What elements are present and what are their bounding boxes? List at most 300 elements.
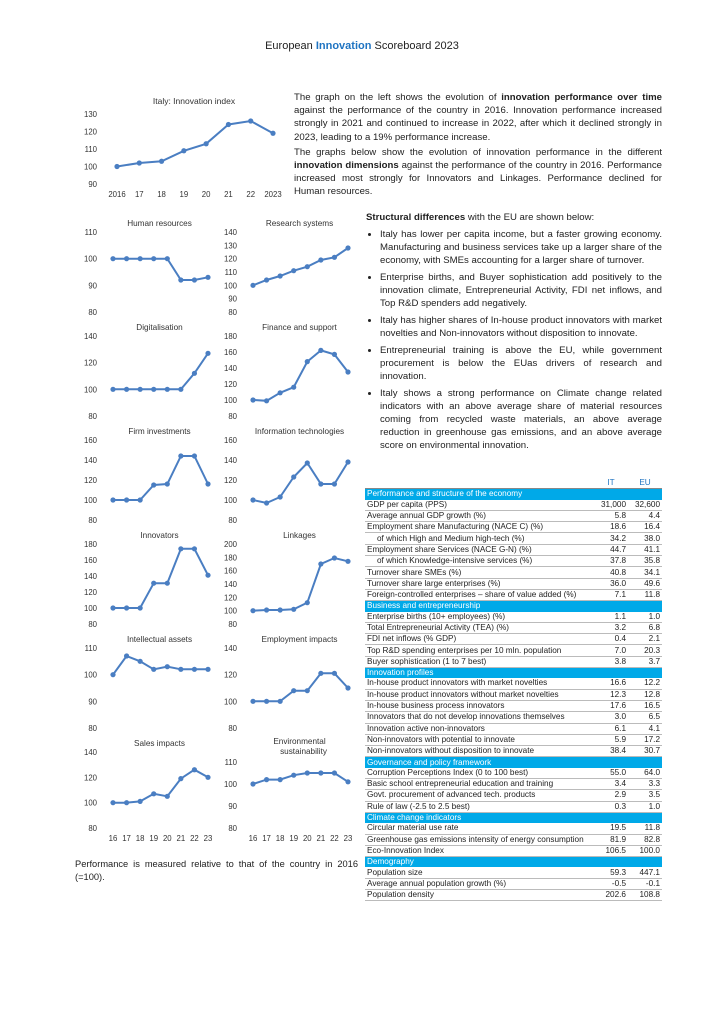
table-row xyxy=(365,612,662,623)
y-tick-label: 100 xyxy=(83,385,97,395)
y-tick-label: 140 xyxy=(223,456,237,465)
cell-it: 36.0 xyxy=(594,578,628,589)
y-tick-label: 140 xyxy=(83,572,97,581)
cell-it: 34.2 xyxy=(594,533,628,544)
data-point xyxy=(178,546,183,551)
cell-eu: 82.8 xyxy=(628,834,662,845)
table-row xyxy=(365,801,662,812)
column-it: IT xyxy=(594,478,628,489)
chart-svg xyxy=(215,320,360,420)
row-label: Non-innovators without disposition to innovate xyxy=(365,746,594,757)
x-tick-label: 21 xyxy=(176,834,186,843)
y-tick-label: 90 xyxy=(88,281,97,291)
table-row xyxy=(365,834,662,845)
cell-it: 3.0 xyxy=(594,712,628,723)
chart-title: Innovators xyxy=(140,531,179,540)
x-tick-label: 20 xyxy=(201,190,211,199)
data-point xyxy=(205,351,210,356)
y-tick-label: 110 xyxy=(84,228,97,237)
row-label: GDP per capita (PPS) xyxy=(365,500,594,511)
table-row xyxy=(365,556,662,567)
data-point xyxy=(137,160,142,165)
data-point xyxy=(278,273,283,278)
cell-it: 55.0 xyxy=(594,768,628,779)
chart-linkages xyxy=(215,528,360,628)
table-section-row xyxy=(365,489,662,500)
cell-eu: 108.8 xyxy=(628,889,662,900)
series-line xyxy=(253,350,348,400)
data-point xyxy=(345,459,350,464)
cell-eu: 6.5 xyxy=(628,712,662,723)
structure-table xyxy=(365,478,662,901)
row-label: Innovators that do not develop innovations themselves xyxy=(365,712,594,723)
cell-eu: 16.4 xyxy=(628,522,662,533)
y-tick-label: 140 xyxy=(83,748,97,757)
row-label: of which High and Medium high-tech (%) xyxy=(365,533,594,544)
chart-svg xyxy=(75,632,220,732)
y-tick-label: 130 xyxy=(223,241,237,251)
y-tick-label: 120 xyxy=(223,593,237,603)
x-tick-label: 20 xyxy=(302,834,312,843)
structural-title: Structural differences xyxy=(366,212,466,223)
y-tick-label: 100 xyxy=(83,254,97,264)
y-tick-label: 160 xyxy=(223,566,237,576)
chart-information-technologies xyxy=(215,424,360,524)
data-point xyxy=(165,256,170,261)
data-point xyxy=(178,776,183,781)
data-point xyxy=(178,277,183,282)
x-tick-label: 23 xyxy=(203,834,213,843)
row-label: Eco-Innovation Index xyxy=(365,845,594,856)
intro-p2-bold: innovation dimensions xyxy=(294,160,399,172)
y-tick-label: 120 xyxy=(223,670,237,680)
table-row xyxy=(365,689,662,700)
data-point xyxy=(291,474,296,479)
y-tick-label: 110 xyxy=(224,758,237,767)
cell-eu: 49.6 xyxy=(628,578,662,589)
data-point xyxy=(264,607,269,612)
data-point xyxy=(305,359,310,364)
chart-title: Sales impacts xyxy=(134,739,185,748)
cell-eu: 20.3 xyxy=(628,645,662,656)
cell-it: 16.6 xyxy=(594,678,628,689)
table-section-row xyxy=(365,668,662,679)
data-point xyxy=(264,500,269,505)
chart-sales-impacts xyxy=(75,736,220,844)
data-point xyxy=(192,546,197,551)
series-line xyxy=(113,770,208,803)
y-tick-label: 160 xyxy=(223,348,237,357)
data-point xyxy=(318,481,323,486)
cell-eu: 100.0 xyxy=(628,845,662,856)
y-tick-label: 180 xyxy=(223,553,237,563)
y-tick-label: 90 xyxy=(228,294,237,304)
chart-title: Human resources xyxy=(127,219,192,228)
cell-eu: 16.5 xyxy=(628,700,662,711)
row-label: Circular material use rate xyxy=(365,823,594,834)
data-point xyxy=(278,494,283,499)
data-point xyxy=(250,397,255,402)
y-tick-label: 100 xyxy=(223,606,237,616)
data-point xyxy=(318,257,323,262)
data-point xyxy=(124,497,129,502)
x-tick-label: 19 xyxy=(289,834,299,843)
data-point xyxy=(124,653,129,658)
cell-eu: 447.1 xyxy=(628,867,662,878)
cell-it: 44.7 xyxy=(594,544,628,555)
row-label: Total Entrepreneurial Activity (TEA) (%) xyxy=(365,622,594,633)
data-point xyxy=(305,460,310,465)
y-tick-label: 120 xyxy=(83,358,97,368)
chart-svg xyxy=(215,736,360,844)
header-suffix: Scoreboard 2023 xyxy=(371,40,459,52)
row-label: FDI net inflows (% GDP) xyxy=(365,634,594,645)
row-label: Employment share Services (NACE G-N) (%) xyxy=(365,544,594,555)
chart-firm-investments xyxy=(75,424,220,524)
y-tick-label: 110 xyxy=(84,644,97,653)
table-row xyxy=(365,790,662,801)
cell-eu: 64.0 xyxy=(628,768,662,779)
data-point xyxy=(165,794,170,799)
row-label: Population density xyxy=(365,889,594,900)
cell-eu: 32,600 xyxy=(628,500,662,511)
data-point xyxy=(318,348,323,353)
cell-it: 17.6 xyxy=(594,700,628,711)
data-point xyxy=(264,277,269,282)
cell-it: -0.5 xyxy=(594,878,628,889)
x-tick-label: 23 xyxy=(343,834,353,843)
data-point xyxy=(318,671,323,676)
data-point xyxy=(138,799,143,804)
x-tick-label: 17 xyxy=(134,190,144,199)
section-label: Performance and structure of the economy xyxy=(365,489,662,500)
data-point xyxy=(278,699,283,704)
x-tick-label: 19 xyxy=(179,190,189,199)
table-row xyxy=(365,768,662,779)
table-row xyxy=(365,734,662,745)
cell-it: 40.8 xyxy=(594,567,628,578)
y-tick-label: 80 xyxy=(88,412,97,420)
data-point xyxy=(138,497,143,502)
x-tick-label: 18 xyxy=(157,190,166,199)
table-row xyxy=(365,779,662,790)
cell-eu: -0.1 xyxy=(628,878,662,889)
cell-it: 3.4 xyxy=(594,779,628,790)
y-tick-label: 120 xyxy=(223,380,237,389)
data-point xyxy=(332,352,337,357)
row-label: Turnover share large enterprises (%) xyxy=(365,578,594,589)
y-tick-label: 160 xyxy=(83,436,97,445)
data-point xyxy=(205,481,210,486)
cell-it: 37.8 xyxy=(594,556,628,567)
x-tick-label: 19 xyxy=(149,834,159,843)
structural-title-rest: with the EU are shown below: xyxy=(465,212,595,223)
x-tick-label: 17 xyxy=(122,834,131,843)
chart-title: Linkages xyxy=(283,531,316,540)
data-point xyxy=(291,773,296,778)
chart-intellectual-assets xyxy=(75,632,220,732)
y-tick-label: 140 xyxy=(223,364,237,373)
data-point xyxy=(165,387,170,392)
row-label: Corruption Perceptions Index (0 to 100 best) xyxy=(365,768,594,779)
chart-title: Information technologies xyxy=(254,427,345,436)
row-label: Innovation active non-innovators xyxy=(365,723,594,734)
chart-title: Digitalisation xyxy=(136,323,183,332)
y-tick-label: 120 xyxy=(223,476,237,485)
y-tick-label: 120 xyxy=(83,588,97,597)
data-point xyxy=(151,256,156,261)
x-tick-label: 17 xyxy=(262,834,271,843)
data-point xyxy=(124,256,129,261)
data-point xyxy=(248,118,253,123)
row-label: Enterprise births (10+ employees) (%) xyxy=(365,612,594,623)
x-tick-label: 2016 xyxy=(108,190,126,199)
section-label: Demography xyxy=(365,857,662,868)
intro-paragraph-1 xyxy=(294,91,662,144)
y-tick-label: 100 xyxy=(83,162,97,172)
data-point xyxy=(270,131,275,136)
series-line xyxy=(253,558,348,611)
data-point xyxy=(226,122,231,127)
chart-employment-impacts xyxy=(215,632,360,732)
y-tick-label: 120 xyxy=(223,254,237,264)
bullet-item: • Italy has lower per capita income, but a faster growing economy. Manufacturing and business services take up a larger share of the economy, with SMEs accounting for a larger share of turnover. xyxy=(380,228,662,267)
y-tick-label: 180 xyxy=(223,332,237,341)
chart-title: Employment impacts xyxy=(261,635,338,644)
data-point xyxy=(178,387,183,392)
y-tick-label: 100 xyxy=(223,697,237,707)
series-line xyxy=(117,121,273,167)
x-tick-label: 16 xyxy=(248,834,258,843)
chart-research-systems xyxy=(215,216,360,316)
data-point xyxy=(345,779,350,784)
data-point xyxy=(250,699,255,704)
table-section-row xyxy=(365,601,662,612)
y-tick-label: 120 xyxy=(83,476,97,485)
table-header-blank xyxy=(365,478,594,489)
cell-it: 5.8 xyxy=(594,510,628,521)
cell-eu: 17.2 xyxy=(628,734,662,745)
chart-finance-support xyxy=(215,320,360,420)
table-row xyxy=(365,867,662,878)
data-point xyxy=(110,497,115,502)
table-row xyxy=(365,634,662,645)
table-row xyxy=(365,746,662,757)
cell-eu: 11.8 xyxy=(628,823,662,834)
chart-human-resources xyxy=(75,216,220,316)
cell-it: 6.1 xyxy=(594,723,628,734)
chart-svg xyxy=(215,216,360,316)
data-point xyxy=(318,561,323,566)
data-point xyxy=(159,159,164,164)
data-point xyxy=(110,256,115,261)
data-point xyxy=(165,581,170,586)
table-row xyxy=(365,656,662,667)
data-point xyxy=(345,559,350,564)
intro-p1-a: The graph on the left shows the evolution of xyxy=(294,92,502,103)
y-tick-label: 160 xyxy=(83,556,97,565)
y-tick-label: 90 xyxy=(228,802,237,811)
table-row xyxy=(365,645,662,656)
data-point xyxy=(110,387,115,392)
y-tick-label: 80 xyxy=(228,516,237,524)
intro-paragraph-2 xyxy=(294,146,662,199)
data-point xyxy=(305,600,310,605)
data-point xyxy=(278,777,283,782)
table-row xyxy=(365,678,662,689)
table-row xyxy=(365,878,662,889)
intro-p2-a: The graphs below show the evolution of innovation performance in the different xyxy=(294,146,662,158)
cell-eu: 3.5 xyxy=(628,790,662,801)
cell-it: 3.2 xyxy=(594,622,628,633)
y-tick-label: 80 xyxy=(228,824,237,833)
cell-it: 19.5 xyxy=(594,823,628,834)
data-point xyxy=(151,667,156,672)
x-tick-label: 2023 xyxy=(264,190,282,199)
data-point xyxy=(165,481,170,486)
y-tick-label: 80 xyxy=(88,516,97,524)
cell-eu: 6.8 xyxy=(628,622,662,633)
data-point xyxy=(205,275,210,280)
data-point xyxy=(264,398,269,403)
table-row xyxy=(365,700,662,711)
data-point xyxy=(250,608,255,613)
data-point xyxy=(291,688,296,693)
data-point xyxy=(345,685,350,690)
cell-it: 7.0 xyxy=(594,645,628,656)
cell-it: 0.3 xyxy=(594,801,628,812)
chart-title: Italy: Innovation index xyxy=(152,96,236,106)
data-point xyxy=(205,667,210,672)
data-point xyxy=(345,245,350,250)
x-tick-label: 21 xyxy=(224,190,233,199)
cell-eu: 35.8 xyxy=(628,556,662,567)
bullet-item: • Enterprise births, and Buyer sophistication add positively to the innovation climate, Entrepreneurial Activity, FDI net inflows, and Top R&D spenders add negatively. xyxy=(380,271,662,310)
chart-environmental-sustainability xyxy=(215,736,360,844)
chart-innovators xyxy=(75,528,220,628)
cell-it: 1.1 xyxy=(594,612,628,623)
data-point xyxy=(110,605,115,610)
row-label: In-house product innovators with market novelties xyxy=(365,678,594,689)
table-row xyxy=(365,522,662,533)
row-label: In-house product innovators without market novelties xyxy=(365,689,594,700)
data-point xyxy=(332,671,337,676)
data-point xyxy=(138,659,143,664)
data-point xyxy=(250,283,255,288)
data-point xyxy=(151,581,156,586)
data-point xyxy=(205,573,210,578)
row-label: Govt. procurement of advanced tech. products xyxy=(365,790,594,801)
bullet-item: • Italy shows a strong performance on Climate change related indicators with an above average share of material resources coming from recycled waste materials, an above average reduction in greenhouse gas emissions, and an above average score on environmental innovation. xyxy=(380,387,662,452)
y-tick-label: 110 xyxy=(84,145,97,154)
y-tick-label: 90 xyxy=(88,180,97,189)
table-header-row xyxy=(365,478,662,489)
cell-eu: 4.4 xyxy=(628,510,662,521)
cell-eu: 41.1 xyxy=(628,544,662,555)
data-point xyxy=(291,607,296,612)
data-point xyxy=(151,482,156,487)
cell-eu: 1.0 xyxy=(628,612,662,623)
table-row xyxy=(365,578,662,589)
chart-digitalisation xyxy=(75,320,220,420)
y-tick-label: 80 xyxy=(88,824,97,833)
cell-it: 7.1 xyxy=(594,589,628,600)
row-label: Rule of law (-2.5 to 2.5 best) xyxy=(365,801,594,812)
row-label: Turnover share SMEs (%) xyxy=(365,567,594,578)
page-header xyxy=(0,40,724,52)
cell-eu: 12.8 xyxy=(628,689,662,700)
table-row xyxy=(365,589,662,600)
x-tick-label: 22 xyxy=(330,834,339,843)
table-section-row xyxy=(365,757,662,768)
section-label: Innovation profiles xyxy=(365,668,662,679)
row-label: Basic school entrepreneurial education and training xyxy=(365,779,594,790)
cell-eu: 12.2 xyxy=(628,678,662,689)
y-tick-label: 140 xyxy=(223,644,237,653)
cell-eu: 4.1 xyxy=(628,723,662,734)
table-row xyxy=(365,533,662,544)
y-tick-label: 100 xyxy=(223,396,237,405)
cell-eu: 11.8 xyxy=(628,589,662,600)
cell-eu: 30.7 xyxy=(628,746,662,757)
data-point xyxy=(332,481,337,486)
y-tick-label: 90 xyxy=(88,697,97,707)
table-row xyxy=(365,500,662,511)
structural-heading xyxy=(366,211,662,224)
header-highlight: Innovation xyxy=(315,40,372,52)
data-point xyxy=(178,667,183,672)
data-point xyxy=(205,775,210,780)
table-section-row xyxy=(365,812,662,823)
y-tick-label: 100 xyxy=(83,496,97,505)
y-tick-label: 80 xyxy=(228,308,237,316)
data-point xyxy=(151,791,156,796)
table-row xyxy=(365,845,662,856)
data-point xyxy=(192,767,197,772)
chart-svg xyxy=(75,94,285,200)
y-tick-label: 110 xyxy=(224,268,237,277)
column-eu: EU xyxy=(628,478,662,489)
y-tick-label: 140 xyxy=(223,580,237,589)
data-point xyxy=(305,770,310,775)
row-label: Average annual GDP growth (%) xyxy=(365,510,594,521)
cell-it: 18.6 xyxy=(594,522,628,533)
data-point xyxy=(291,385,296,390)
data-point xyxy=(110,672,115,677)
structural-bullets xyxy=(366,228,662,452)
table-row xyxy=(365,889,662,900)
intro-p1-bold: innovation performance over time xyxy=(501,92,662,103)
chart-innovation-index xyxy=(75,94,285,200)
chart-svg xyxy=(75,216,220,316)
header-prefix: European xyxy=(265,40,316,52)
data-point xyxy=(138,605,143,610)
table-row xyxy=(365,723,662,734)
data-point xyxy=(291,268,296,273)
y-tick-label: 180 xyxy=(83,540,97,549)
chart-title: Research systems xyxy=(265,219,334,228)
x-tick-label: 18 xyxy=(135,834,145,843)
y-tick-label: 80 xyxy=(228,724,237,732)
data-point xyxy=(192,371,197,376)
row-label: Top R&D spending enterprises per 10 mln. population xyxy=(365,645,594,656)
data-point xyxy=(124,605,129,610)
cell-eu: 3.3 xyxy=(628,779,662,790)
y-tick-label: 100 xyxy=(83,798,97,808)
y-tick-label: 80 xyxy=(88,308,97,316)
series-line xyxy=(113,656,208,675)
section-label: Governance and policy framework xyxy=(365,757,662,768)
